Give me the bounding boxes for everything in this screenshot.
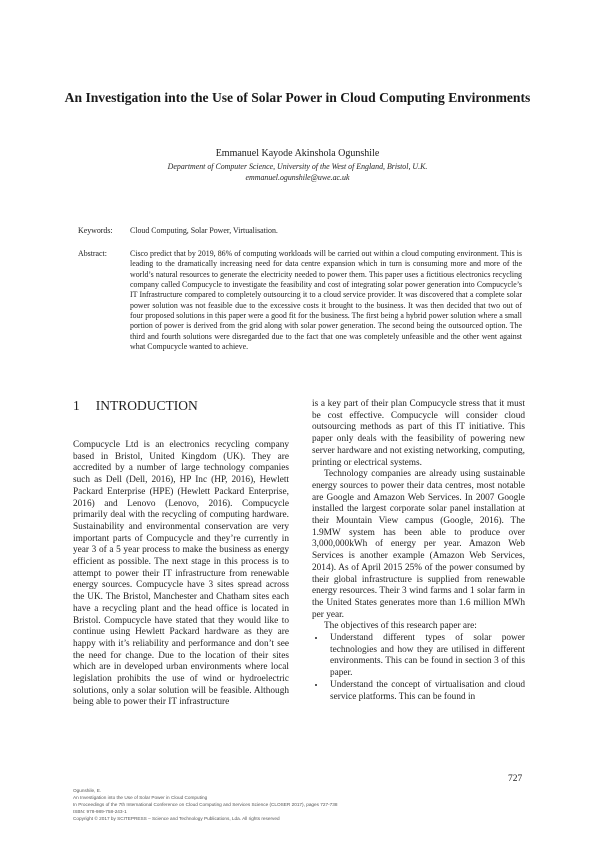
list-item: • Understand different types of solar power technologies and how they are utilised in different environments. This can be found in section 3 of this paper. xyxy=(326,633,525,680)
author-email: emmanuel.ogunshile@uwe.ac.uk xyxy=(245,173,350,182)
intro-paragraph-right-1: is a key part of their plan Compucycle stress that it must be cost effective. Compucycle will consider cloud outsourcing methods as part of this IT initiative. This paper only deals with the feasibility of powering new server hardware and not existing networking, computing, printing or electrical systems. xyxy=(312,399,525,468)
abstract-text: Cisco predict that by 2019, 86% of computing workloads will be carried out within a cloud computing environment. This is leading to the dramatically increasing need for data centre expansion which in turn is consuming more and more of the world’s natural resources to generate the electricity needed to power them. This paper uses a fictitious electronics recycling company called Compucycle to investigate the feasibility and cost of integrating solar power generation into Compucycle’s IT Infrastructure compared to completely outsourcing it to a cloud service provider. It was discovered that a complete solar power solution was not feasible due to the excessive costs it brought to the business. It was then decided that two out of four proposed solutions in this paper were a good fit for the business. The first being a hybrid power solution where a small portion of power is derived from the grid along with solar power generation. The second being the outsourced option. The third and fourth solutions were disregarded due to the fact that one was completely unfeasible and the other went against what Compucycle wanted to achieve. xyxy=(130,249,522,352)
page-number: 727 xyxy=(508,774,523,784)
footer-copyright: Copyright © 2017 by SCITEPRESS – Science and Technology Publications, Lda. All rights reserved xyxy=(73,816,280,821)
section-number: 1 xyxy=(73,398,80,413)
section-heading xyxy=(73,398,289,420)
keywords-text: Cloud Computing, Solar Power, Virtualisation. xyxy=(130,226,278,235)
section-title: INTRODUCTION xyxy=(95,398,198,413)
list-item: • Understand the concept of virtualisation and cloud service platforms. This can be found in xyxy=(326,680,525,703)
keywords-label: Keywords: xyxy=(78,226,113,235)
right-column xyxy=(312,399,525,703)
left-column xyxy=(73,398,289,709)
objectives-list xyxy=(312,633,525,703)
footer-title: An Investigation into the Use of Solar Power in Cloud Computing xyxy=(73,795,208,800)
citation-footer xyxy=(73,787,338,822)
intro-paragraph-right-2: Technology companies are already using sustainable energy sources to power their data centres, most notable are Google and Amazon Web Services. In 2007 Google installed the largest corporate solar panel installation at their Mountain View campus (Google, 2016). The 1.9MW system has been able to produce over 3,000,000kWh of energy per year. Amazon Web Services is another example (Amazon Web Services, 2014). As of April 2015 25% of the power consumed by their global infrastructure is supplied from renewable energy resources. Their 3 wind farms and 1 solar farm in the United States generates more than 1.6 million MWh per year. xyxy=(312,469,525,620)
objectives-intro: The objectives of this research paper are: xyxy=(324,621,477,632)
intro-paragraph-left: Compucycle Ltd is an electronics recycling company based in Bristol, United Kingdom (UK). They are accredited by a number of large technology companies such as Dell (Dell, 2016), HP Inc (HP, 2016), Hewlett Packard Enterprise (HPE) (Hewlett Packard Enterprise, 2016) and Lenovo (Lenovo, 2016). Compucycle primarily deal with the recycling of computing hardware. Sustainability and environmental conservation are very important parts of Compucycle and they’re currently in year 3 of a 5 year process to make the business as energy efficient as possible. The next stage in this process is to attempt to power their IT infrastructure from renewable energy sources. Compucycle have 3 sites spread across the UK. The Bristol, Manchester and Chatham sites each have a recycling plant and the head office is located in Bristol. Compucycle have stated that they would like to continue using Hewlett Packard hardware as they are happy with it’s reliability and performance and don’t see the need for change. Due to the location of their sites which are in developed urban environments where local legislation prohibits the use of wind or hydroelectric solutions, only a solar solution will be feasible. Although being able to power their IT infrastructure xyxy=(73,440,289,708)
paper-title: An Investigation into the Use of Solar Power in Cloud Computing Environments xyxy=(64,90,531,105)
footer-isbn: ISBN: 978-989-758-243-1 xyxy=(73,809,127,814)
footer-proceedings: In Proceedings of the 7th International Conference on Cloud Computing and Services Science (CLOSER 2017), pages 727-738 xyxy=(73,802,338,807)
author-name: Emmanuel Kayode Akinshola Ogunshile xyxy=(215,148,380,159)
abstract-label: Abstract: xyxy=(78,249,107,258)
footer-author: Ogunshile, E. xyxy=(73,788,102,793)
author-affiliation-block xyxy=(60,161,535,183)
author-affiliation: Department of Computer Science, University of the West of England, Bristol, U.K. xyxy=(167,162,428,171)
